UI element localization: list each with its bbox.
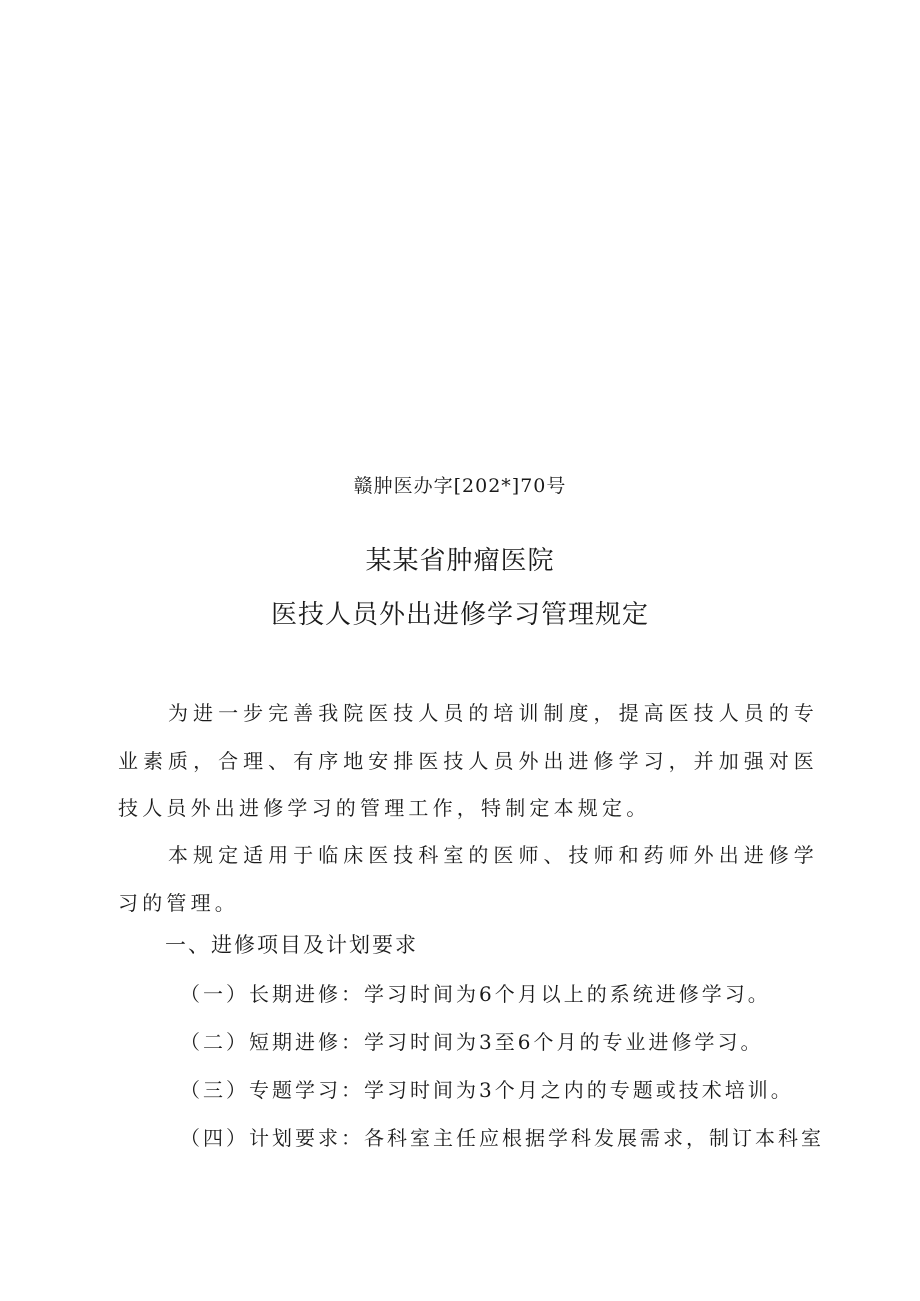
- section-heading: 一、进修项目及计划要求: [165, 933, 418, 957]
- list-item: （二）短期进修：学习时间为3至6个月的专业进修学习。: [180, 1030, 764, 1054]
- document-title-line2: 医技人员外出进修学习管理规定: [270, 600, 649, 630]
- list-item: （一）长期进修：学习时间为6个月以上的系统进修学习。: [180, 982, 771, 1006]
- intro-paragraph: 为进一步完善我院医技人员的培训制度，提高医技人员的专业素质，合理、有序地安排医技人员外出进修学习，并加强对医技人员外出进修学习的管理工作，特制定本规定。: [118, 701, 818, 820]
- list-item: （四）计划要求：各科室主任应根据学科发展需求，制订本科室: [180, 1126, 824, 1150]
- scope-paragraph: 本规定适用于临床医技科室的医师、技师和药师外出进修学习的管理。: [118, 843, 818, 915]
- document-title-line1: 某某省肿瘤医院: [365, 546, 555, 576]
- document-number: 赣肿医办字[202*]70号: [353, 475, 567, 497]
- list-item: （三）专题学习：学习时间为3个月之内的专题或技术培训。: [180, 1078, 794, 1102]
